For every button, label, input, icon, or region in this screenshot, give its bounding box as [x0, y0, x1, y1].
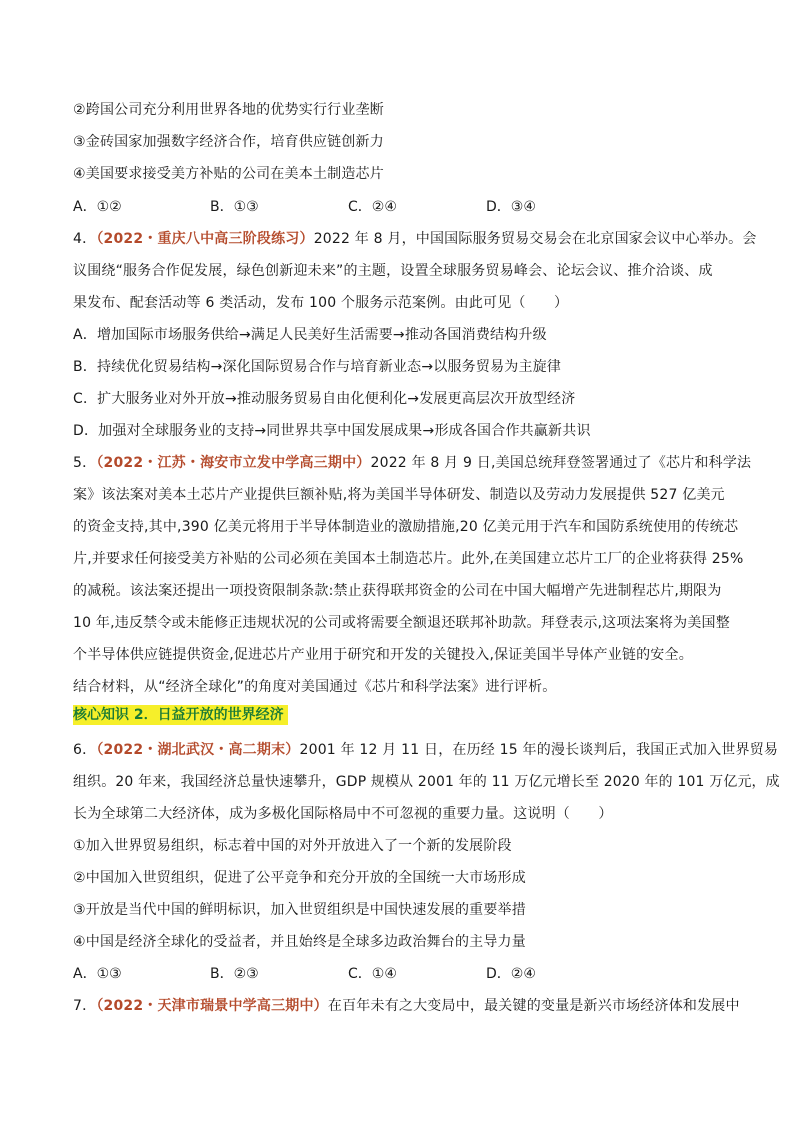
prev-options — [73, 198, 633, 216]
q5-stem-line: 片,并要求任何接受美方补贴的公司必须在美国本土制造芯片。此外,在美国建立芯片工厂的企业将获得 25% — [73, 551, 744, 567]
statement-3: ③金砖国家加强数字经济合作，培育供应链创新力 — [73, 134, 384, 150]
option-d: D．③④ — [486, 199, 536, 215]
statement-2: ②跨国公司充分利用世界各地的优势实行行业垄断 — [73, 102, 384, 118]
option-b: B．①③ — [210, 199, 259, 215]
q5-stem-line: 10 年,违反禁令或未能修正违规状况的公司或将需要全额退还联邦补助款。拜登表示,这项法案将为美国整 — [73, 615, 730, 631]
option-a: A．①② — [73, 199, 122, 215]
q5-question-line: 结合材料，从“经济全球化”的角度对美国通过《芯片和科学法案》进行评析。 — [73, 679, 557, 695]
q5-stem-line: 的减税。该法案还提出一项投资限制条款:禁止获得联邦资金的公司在中国大幅增产先进制程芯片,期限为 — [73, 583, 722, 599]
option-c: C．②④ — [348, 199, 397, 215]
q6-stem-line: 组织。20 年来，我国经济总量快速攀升，GDP 规模从 2001 年的 11 万亿元增长至 2020 年的 101 万亿元，成 — [73, 774, 780, 790]
statement-4: ④美国要求接受美方补贴的公司在美本土制造芯片 — [73, 166, 384, 182]
q4-option-c: C．扩大服务业对外开放→推动服务贸易自由化便利化→发展更高层次开放型经济 — [73, 391, 576, 407]
q6-source: （2022・湖北武汉・高二期末） — [96, 742, 300, 758]
q4-stem-line: 果发布、配套活动等 6 类活动，发布 100 个服务示范案例。由此可见（ ） — [73, 295, 569, 311]
q5-stem-line: 个半导体供应链提供资金,促进芯片产业用于研究和开发的关键投入,保证美国半导体产业链的安全。 — [73, 647, 693, 663]
q7-number: 7． — [73, 998, 97, 1014]
q6-statement-1: ①加入世界贸易组织，标志着中国的对外开放进入了一个新的发展阶段 — [73, 838, 512, 854]
q5-stem-line: 的资金支持,其中,390 亿美元将用于半导体制造业的激励措施,20 亿美元用于汽车和国防系统使用的传统芯 — [73, 519, 739, 535]
q5-source: （2022・江苏・海安市立发中学高三期中） — [96, 455, 371, 471]
q4-number: 4． — [73, 231, 97, 247]
q5-stem-line: 案》该法案对美本土芯片产业提供巨额补贴,将为美国半导体研发、制造以及劳动力发展提供 527 亿美元 — [73, 487, 725, 503]
knowledge-point-heading: 核心知识 2．日益开放的世界经济 — [73, 705, 288, 725]
q6-stem-line: 2001 年 12 月 11 日，在历经 15 年的漫长谈判后，我国正式加入世界贸易 — [299, 742, 779, 758]
q4-stem-line: 议围绕“服务合作促发展，绿色创新迎未来”的主题，设置全球服务贸易峰会、论坛会议、推介洽谈、成 — [73, 263, 713, 279]
q4-option-d: D．加强对全球服务业的支持→同世界共享中国发展成果→形成各国合作共赢新共识 — [73, 423, 591, 439]
q5-stem-line: 2022 年 8 月 9 日,美国总统拜登签署通过了《芯片和科学法 — [370, 455, 752, 471]
q4-source: （2022・重庆八中高三阶段练习） — [96, 231, 314, 247]
q4-first-line — [73, 230, 757, 248]
option-c: C．①④ — [348, 966, 397, 982]
q7-stem-line: 在百年未有之大变局中，最关键的变量是新兴市场经济体和发展中 — [327, 998, 740, 1014]
q7-first-line — [73, 997, 740, 1015]
q4-option-b: B．持续优化贸易结构→深化国际贸易合作与培育新业态→以服务贸易为主旋律 — [73, 359, 562, 375]
q5-first-line — [73, 454, 751, 472]
q6-statement-4: ④中国是经济全球化的受益者，并且始终是全球多边政治舞台的主导力量 — [73, 934, 526, 950]
option-b: B．②③ — [210, 966, 259, 982]
q6-number: 6． — [73, 742, 97, 758]
q6-stem-line: 长为全球第二大经济体，成为多极化国际格局中不可忽视的重要力量。这说明（ ） — [73, 806, 613, 822]
q6-statement-2: ②中国加入世贸组织，促进了公平竞争和充分开放的全国统一大市场形成 — [73, 870, 526, 886]
q7-source: （2022・天津市瑞景中学高三期中） — [96, 998, 328, 1014]
q6-options — [73, 965, 633, 983]
option-d: D．②④ — [486, 966, 536, 982]
option-a: A．①③ — [73, 966, 122, 982]
q5-number: 5． — [73, 455, 97, 471]
q6-first-line — [73, 741, 778, 759]
q4-stem-line: 2022 年 8 月，中国国际服务贸易交易会在北京国家会议中心举办。会 — [313, 231, 757, 247]
q4-option-a: A．增加国际市场服务供给→满足人民美好生活需要→推动各国消费结构升级 — [73, 327, 547, 343]
q6-statement-3: ③开放是当代中国的鲜明标识，加入世贸组织是中国快速发展的重要举措 — [73, 902, 526, 918]
